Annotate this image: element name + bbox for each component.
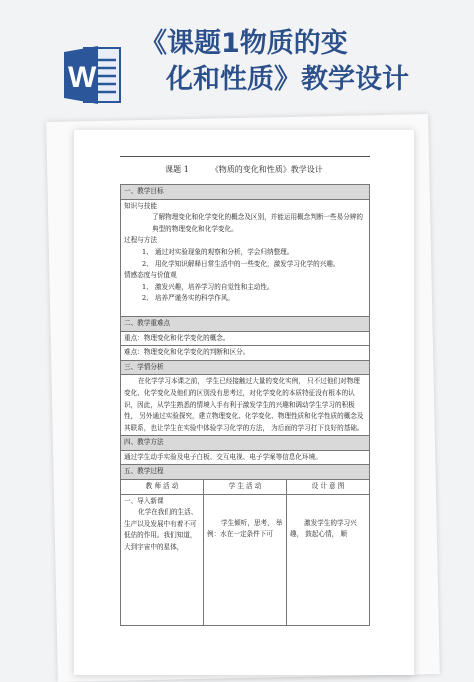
learner-analysis-text: 在化学学习本课之前， 学生已经接触过大量的变化实例， 只不过他们对物理变化、化学变化及他们的区别没有思考过，对化学变化的本质特征没有根本的认识，因此，从学生熟悉的情境入手有利于激发学生的兴趣和调动学生学习的积极性， 另外通过实验探究，建立物理变化、化学变化、物理性质和化学性质的概念及其联系，也让学生在实验中体验学习化学的方法， 为后面的学习打下良好的基础。: [121, 375, 370, 436]
section-title-key-points: 二、教学重难点: [121, 316, 370, 331]
key-point-text: 重点：物理变化和化学变化的概念。: [121, 331, 370, 346]
methods-text: 通过学生动手实验及电子白板、交互电视、电子学案等信息化环境。: [121, 450, 370, 465]
difficult-point-text: 难点：物理变化和化学变化的判断和区分。: [121, 346, 370, 361]
banner-title: [140, 26, 460, 98]
section-title-learner-analysis: 三、学情分析: [121, 360, 370, 375]
section-title-process: 五、教学过程: [121, 465, 370, 480]
student-activity-text: 学生倾听，思考， 举例：水在一定条件下可: [207, 518, 283, 539]
student-activity-cell: [204, 494, 287, 625]
lesson-plan-table: [120, 184, 370, 626]
knowledge-head: 知识与技能: [124, 201, 157, 210]
intro-head: 一、导入新课: [124, 496, 164, 505]
emotion-head: 情感态度与价值观: [124, 271, 177, 280]
word-document-icon: [64, 44, 122, 106]
process-item-1: 1、 通过对实验现象的观察和分析，学会归纳整理。: [142, 247, 294, 256]
column-header-student: 学 生 活 动: [204, 480, 287, 495]
column-header-intent: 设 计 意 图: [287, 480, 370, 495]
column-header-teacher: 教 师 活 动: [121, 480, 204, 495]
design-intent-text: 激发学生的学习兴趣， 鼓起心情， 顺: [290, 518, 357, 539]
section-title-methods: 四、教学方法: [121, 436, 370, 451]
document-heading: [74, 164, 414, 175]
section-title-goals: 一、教学目标: [121, 185, 370, 200]
design-intent-cell: [287, 494, 370, 625]
knowledge-text: 了解物理变化和化学变化的概念及区别，并能运用概念判断一些易分辨的典型的物理变化和化学变化。: [152, 213, 363, 233]
section-goals-body: [121, 199, 370, 316]
header-rule: [120, 156, 370, 157]
emotion-item-1: 1、 激发兴趣，培养学习的自觉性和主动性。: [142, 282, 274, 291]
process-head: 过程与方法: [124, 236, 157, 245]
emotion-item-2: 2、 培养严谨务实的科学作风。: [142, 294, 235, 303]
document-page: [74, 130, 414, 675]
banner-title-line1: 《课题1物质的变: [140, 28, 348, 59]
lesson-number: 课题 1: [165, 165, 189, 174]
intro-text: 化学在我们的生活、生产以及发展中有着不可低估的作用。我们知道，大到宇宙中的星体，: [124, 508, 198, 552]
word-icon-letter: W: [68, 61, 97, 94]
banner-title-line2: 化和性质》教学设计: [166, 64, 409, 95]
process-item-2: 2、 用化学知识解释日常生活中的一些变化，激发学习化学的兴趣。: [142, 259, 340, 268]
teacher-activity-cell: [121, 494, 204, 625]
lesson-name: 《物质的变化和性质》教学设计: [210, 165, 323, 174]
